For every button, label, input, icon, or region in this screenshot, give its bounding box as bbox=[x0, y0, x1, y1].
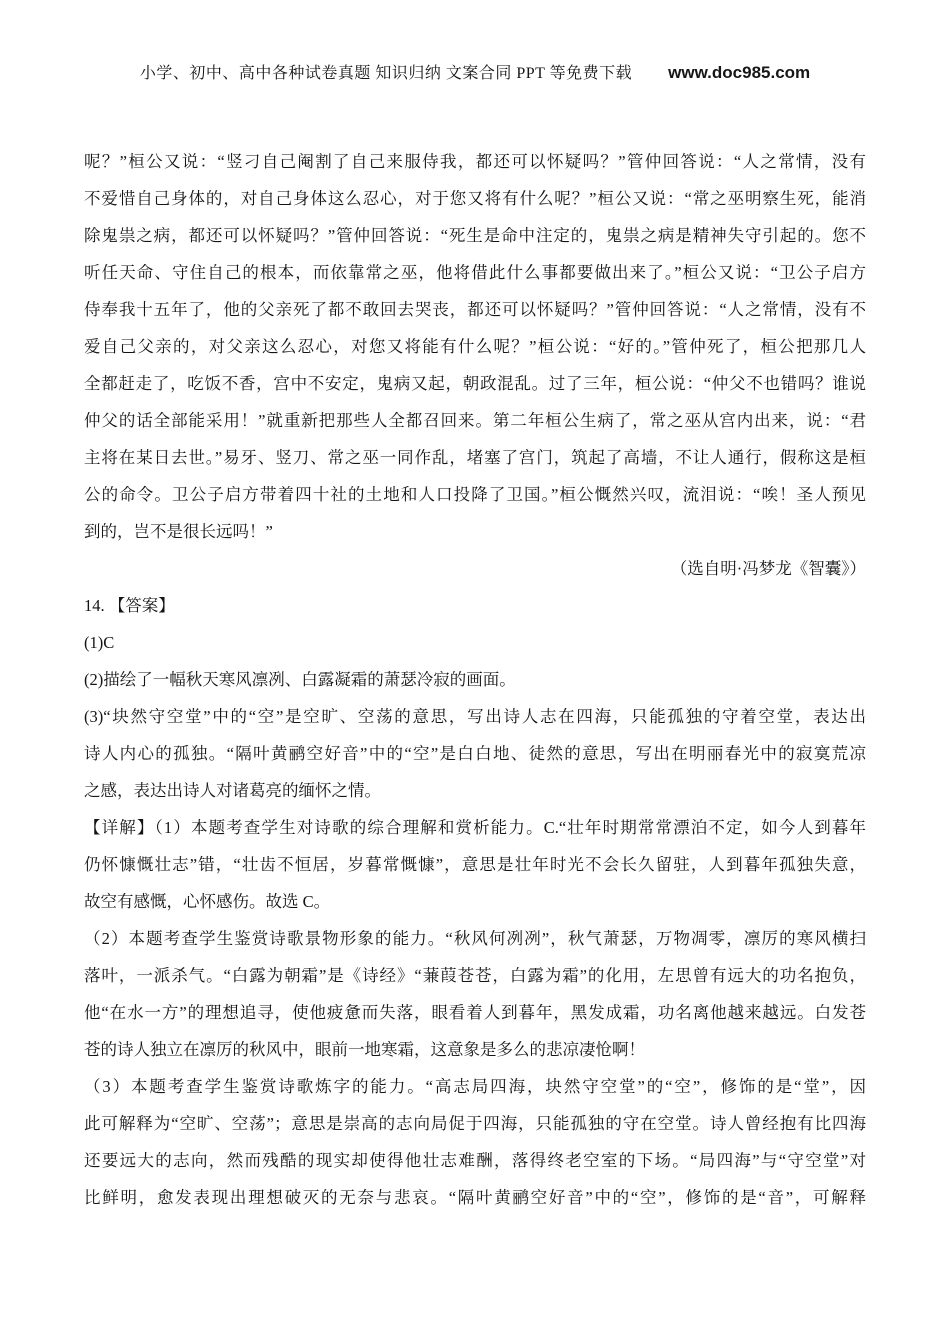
text-line: 他“在水一方”的理想追寻，使他疲惫而失落，眼看着人到暮年，黑发成霜，功名离他越来越远。白发苍 bbox=[84, 1003, 866, 1022]
text-line: 落叶，一派杀气。“白露为朝霜”是《诗经》“蒹葭苍苍，白露为霜”的化用，左思曾有远大的功名抱负， bbox=[84, 966, 866, 985]
answer-item-1: (1)C bbox=[84, 633, 115, 652]
text-line: 比鲜明，愈发表现出理想破灭的无奈与悲哀。“隔叶黄鹂空好音”中的“空”，修饰的是“音”，可解释 bbox=[84, 1188, 866, 1207]
text-line: 侍奉我十五年了，他的父亲死了都不敢回去哭丧，都还可以怀疑吗？”管仲回答说：“人之常情，没有不 bbox=[84, 300, 866, 319]
answer-item-3: (3)“块然守空堂”中的“空”是空旷、空荡的意思，写出诗人志在四海，只能孤独的守着空堂，表达出 bbox=[84, 707, 866, 726]
document-body bbox=[84, 143, 866, 1216]
text-line: 听任天命、守住自己的根本，而依靠常之巫，他将借此什么事都要做出来了。”桓公又说：“卫公子启方 bbox=[84, 263, 866, 282]
text-line: 爱自己父亲的，对父亲这么忍心，对您又将能有什么呢？”桓公说：“好的。”管仲死了，桓公把那几人 bbox=[84, 337, 866, 356]
text-line: 还要远大的志向，然而残酷的现实却使得他壮志难酬，落得终老空室的下场。“局四海”与“守空堂”对 bbox=[84, 1151, 866, 1170]
text-line: 诗人内心的孤独。“隔叶黄鹂空好音”中的“空”是白白地、徒然的意思，写出在明丽春光中的寂寞荒凉 bbox=[84, 744, 866, 763]
text-line: 不爱惜自己身体的，对自己身体这么忍心，对于您又将有什么呢？”桓公又说：“常之巫明察生死，能消 bbox=[84, 189, 866, 208]
explanation-item-3: （3）本题考查学生鉴赏诗歌炼字的能力。“高志局四海，块然守空堂”的“空”，修饰的是“堂”，因 bbox=[84, 1077, 866, 1096]
page-header bbox=[0, 0, 950, 85]
text-line: 呢？”桓公又说：“竖刁自己阉割了自己来服侍我，都还可以怀疑吗？”管仲回答说：“人之常情，没有 bbox=[84, 152, 866, 171]
explanation-heading: 【详解】（1）本题考查学生对诗歌的综合理解和赏析能力。C.“壮年时期常常漂泊不定，如今人到暮年 bbox=[84, 818, 866, 837]
explanation-item-2: （2）本题考查学生鉴赏诗歌景物形象的能力。“秋风何冽冽”，秋气萧瑟，万物凋零，凛厉的寒风横扫 bbox=[84, 929, 866, 948]
text-line: 故空有感慨，心怀感伤。故选 C。 bbox=[84, 892, 331, 911]
text-line: 仲父的话全部能采用！”就重新把那些人全都召回来。第二年桓公生病了，常之巫从宫内出来，说：“君 bbox=[84, 411, 866, 430]
text-line: 到的，岂不是很长远吗！” bbox=[84, 522, 273, 541]
text-line: 除鬼祟之病，都还可以怀疑吗？”管仲回答说：“死生是命中注定的，鬼祟之病是精神失守引起的。您不 bbox=[84, 226, 866, 245]
header-site-url: www.doc985.com bbox=[668, 63, 811, 82]
answer-heading: 14. 【答案】 bbox=[84, 596, 175, 615]
text-line: 苍的诗人独立在凛厉的秋风中，眼前一地寒霜，这意象是多么的悲凉凄怆啊！ bbox=[84, 1040, 645, 1059]
text-line: 全都赶走了，吃饭不香，宫中不安定，鬼病又起，朝政混乱。过了三年，桓公说：“仲父不也错吗？谁说 bbox=[84, 374, 866, 393]
text-line: 主将在某日去世。”易牙、竖刀、常之巫一同作乱，堵塞了宫门，筑起了高墙，不让人通行，假称这是桓 bbox=[84, 448, 866, 467]
source-attribution: （选自明·冯梦龙《智囊》） bbox=[670, 559, 866, 578]
text-line: 此可解释为“空旷、空荡”；意思是崇高的志向局促于四海，只能孤独的守在空堂。诗人曾经抱有比四海 bbox=[84, 1114, 866, 1133]
header-promo-text: 小学、初中、高中各种试卷真题 知识归纳 文案合同 PPT 等免费下载 bbox=[139, 65, 633, 82]
text-line: 仍怀慷慨壮志”错，“壮齿不恒居，岁暮常慨慷”，意思是壮年时光不会长久留驻，人到暮年孤独失意， bbox=[84, 855, 866, 874]
text-line: 公的命令。卫公子启方带着四十社的土地和人口投降了卫国。”桓公慨然兴叹，流泪说：“唉！圣人预见 bbox=[84, 485, 866, 504]
answer-item-2: (2)描绘了一幅秋天寒风凛冽、白露凝霜的萧瑟冷寂的画面。 bbox=[84, 670, 516, 689]
text-line: 之感，表达出诗人对诸葛亮的缅怀之情。 bbox=[84, 781, 381, 800]
